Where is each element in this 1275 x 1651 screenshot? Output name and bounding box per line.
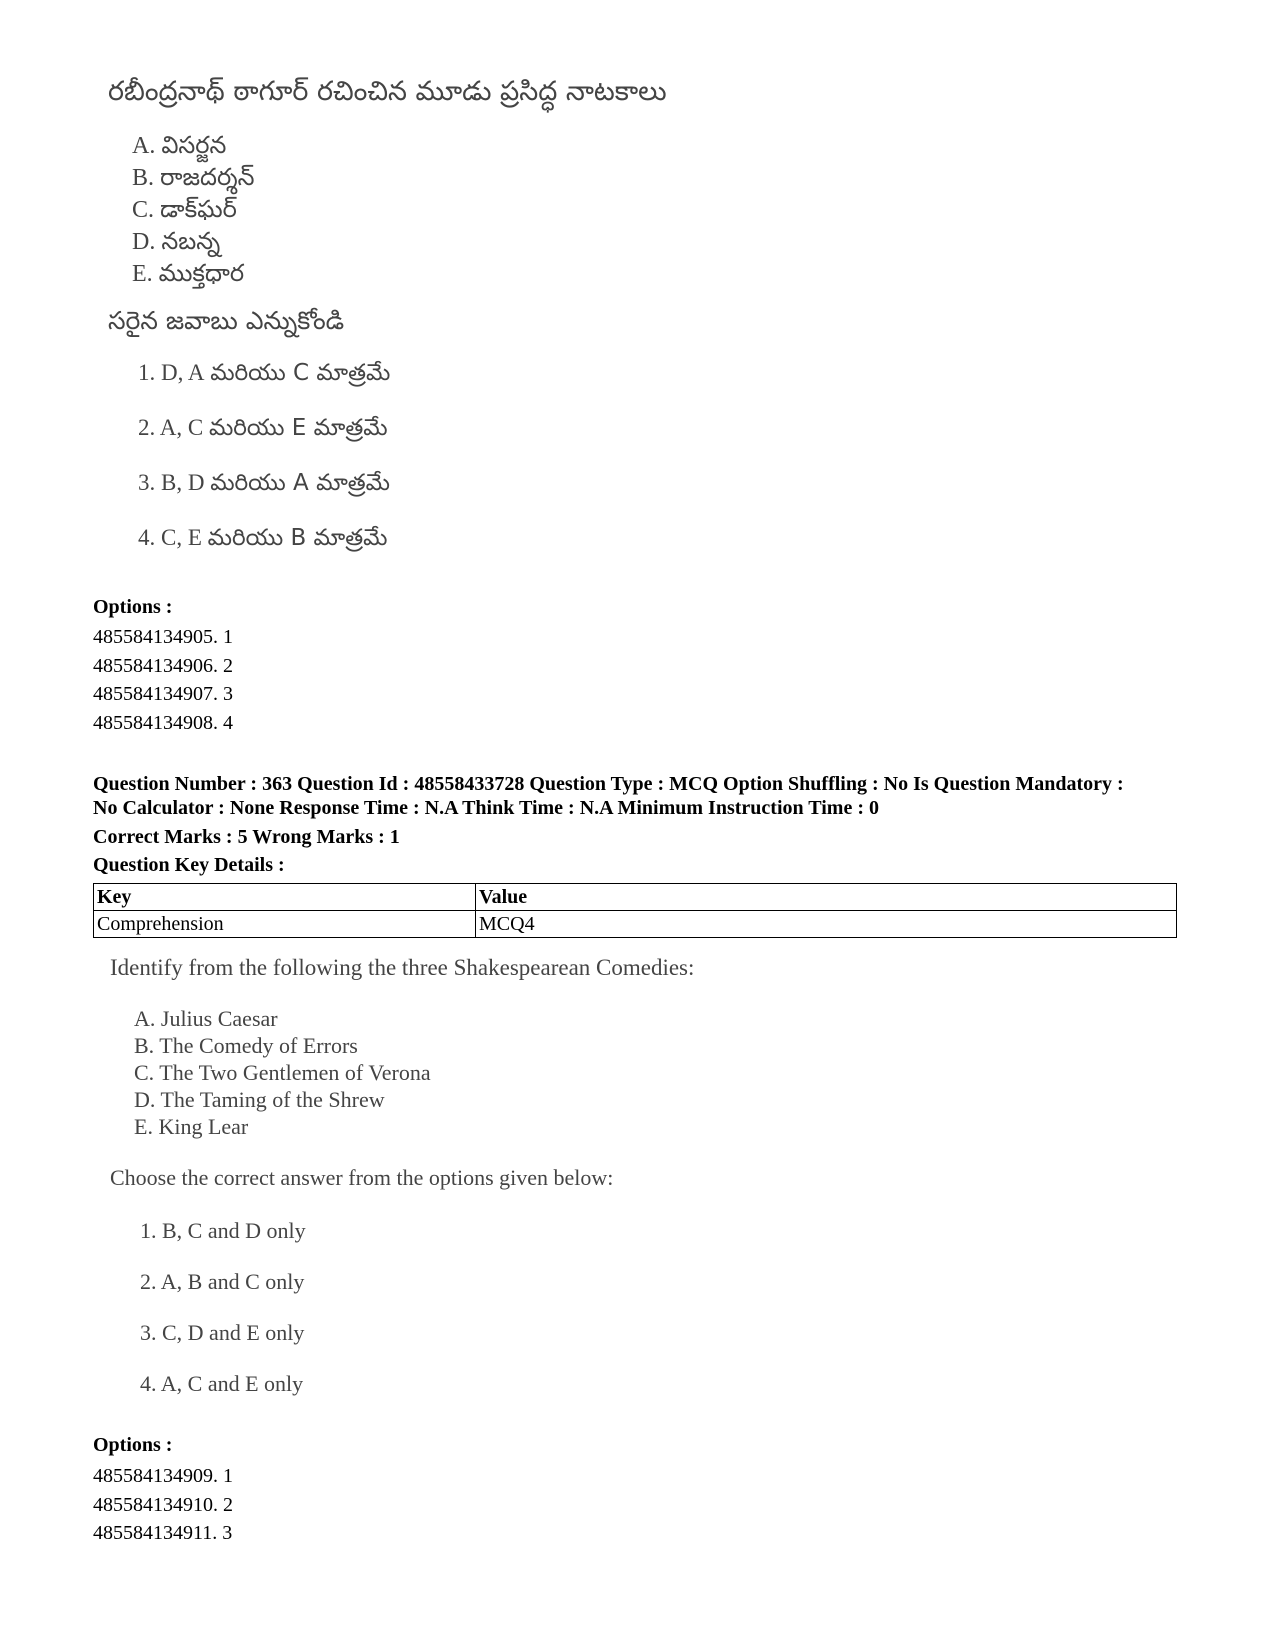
- table-header-cell: Key: [94, 884, 476, 911]
- answer-label: 4. C, E: [138, 525, 202, 550]
- list-item: E. King Lear: [134, 1114, 249, 1139]
- answer-text: మరియు C మాత్రమే: [210, 360, 391, 386]
- item-label: D.: [132, 229, 156, 255]
- answer-text: మరియు E మాత్రమే: [208, 415, 388, 441]
- statement-list-telugu: [132, 130, 254, 290]
- item-label: A.: [132, 133, 156, 159]
- answer-choice: [138, 415, 388, 447]
- key-details-table: [93, 883, 1177, 938]
- answer-prompt-telugu: సరైన జవాబు ఎన్నుకోండి: [108, 306, 345, 335]
- answer-prompt: Choose the correct answer from the options given below:: [110, 1165, 614, 1190]
- answer-label: 2. A, C: [138, 415, 204, 440]
- options-list: [93, 623, 233, 737]
- options-heading: Options :: [93, 1434, 173, 1456]
- answer-text: మరియు A మాత్రమే: [210, 470, 391, 496]
- options-heading: Options :: [93, 596, 173, 618]
- question-meta-line: Question Number : 363 Question Id : 48558433728 Question Type : MCQ Option Shuffling : No Is Question Mandatory :: [93, 773, 1124, 795]
- list-item: A. Julius Caesar: [134, 1006, 278, 1031]
- answer-choice: 3. C, D and E only: [140, 1320, 305, 1345]
- item-text: రాజదర్శన్: [160, 163, 255, 191]
- table-cell: Comprehension: [94, 911, 476, 938]
- answer-choice: [138, 525, 388, 557]
- answer-text: మరియు B మాత్రమే: [207, 525, 388, 551]
- answer-choice: 1. B, C and D only: [140, 1218, 306, 1243]
- question-stem: Identify from the following the three Shakespearean Comedies:: [110, 955, 695, 980]
- list-item: [132, 258, 254, 290]
- question-meta-line: No Calculator : None Response Time : N.A Think Time : N.A Minimum Instruction Time : 0: [93, 797, 879, 819]
- item-text: విసర్జన: [161, 131, 227, 159]
- list-item: [132, 226, 254, 258]
- answer-label: 1. D, A: [138, 360, 205, 385]
- list-item: B. The Comedy of Errors: [134, 1033, 358, 1058]
- answer-choice: 2. A, B and C only: [140, 1269, 305, 1294]
- item-label: E.: [132, 261, 153, 287]
- option-id: 485584134908. 4: [93, 711, 233, 734]
- list-item: [132, 162, 254, 194]
- list-item: [132, 130, 254, 162]
- list-item: C. The Two Gentlemen of Verona: [134, 1060, 431, 1085]
- question-meta: [93, 772, 1203, 820]
- answer-label: 3. B, D: [138, 470, 205, 495]
- item-text: నబన్న: [161, 227, 221, 255]
- question-stem-telugu: రబీంద్రనాథ్ ఠాగూర్ రచించిన మూడు ప్రసిద్ధ నాటకాలు: [108, 76, 667, 107]
- item-text: ముక్తధార: [158, 259, 245, 287]
- answer-choice: 4. A, C and E only: [140, 1371, 304, 1396]
- table-row: [94, 911, 1177, 938]
- item-label: B.: [132, 165, 155, 191]
- list-item: D. The Taming of the Shrew: [134, 1087, 385, 1112]
- option-id: 485584134907. 3: [93, 683, 233, 705]
- option-id: 485584134911. 3: [93, 1522, 233, 1544]
- item-text: డాక్‌ఘర్: [160, 195, 237, 223]
- list-item: [132, 194, 254, 226]
- answer-choice: [138, 360, 390, 392]
- answer-choice: [138, 470, 390, 502]
- table-header-row: [94, 884, 1177, 911]
- table-header-cell: Value: [476, 884, 1177, 911]
- marks-line: Correct Marks : 5 Wrong Marks : 1: [93, 826, 400, 848]
- option-id: 485584134909. 1: [93, 1465, 233, 1487]
- statement-list: [134, 1005, 431, 1140]
- option-id: 485584134910. 2: [93, 1493, 233, 1516]
- options-list: [93, 1462, 233, 1548]
- option-id: 485584134906. 2: [93, 654, 233, 677]
- key-details-heading: Question Key Details :: [93, 854, 285, 876]
- item-label: C.: [132, 197, 155, 223]
- option-id: 485584134905. 1: [93, 626, 233, 648]
- table-cell: MCQ4: [476, 911, 1177, 938]
